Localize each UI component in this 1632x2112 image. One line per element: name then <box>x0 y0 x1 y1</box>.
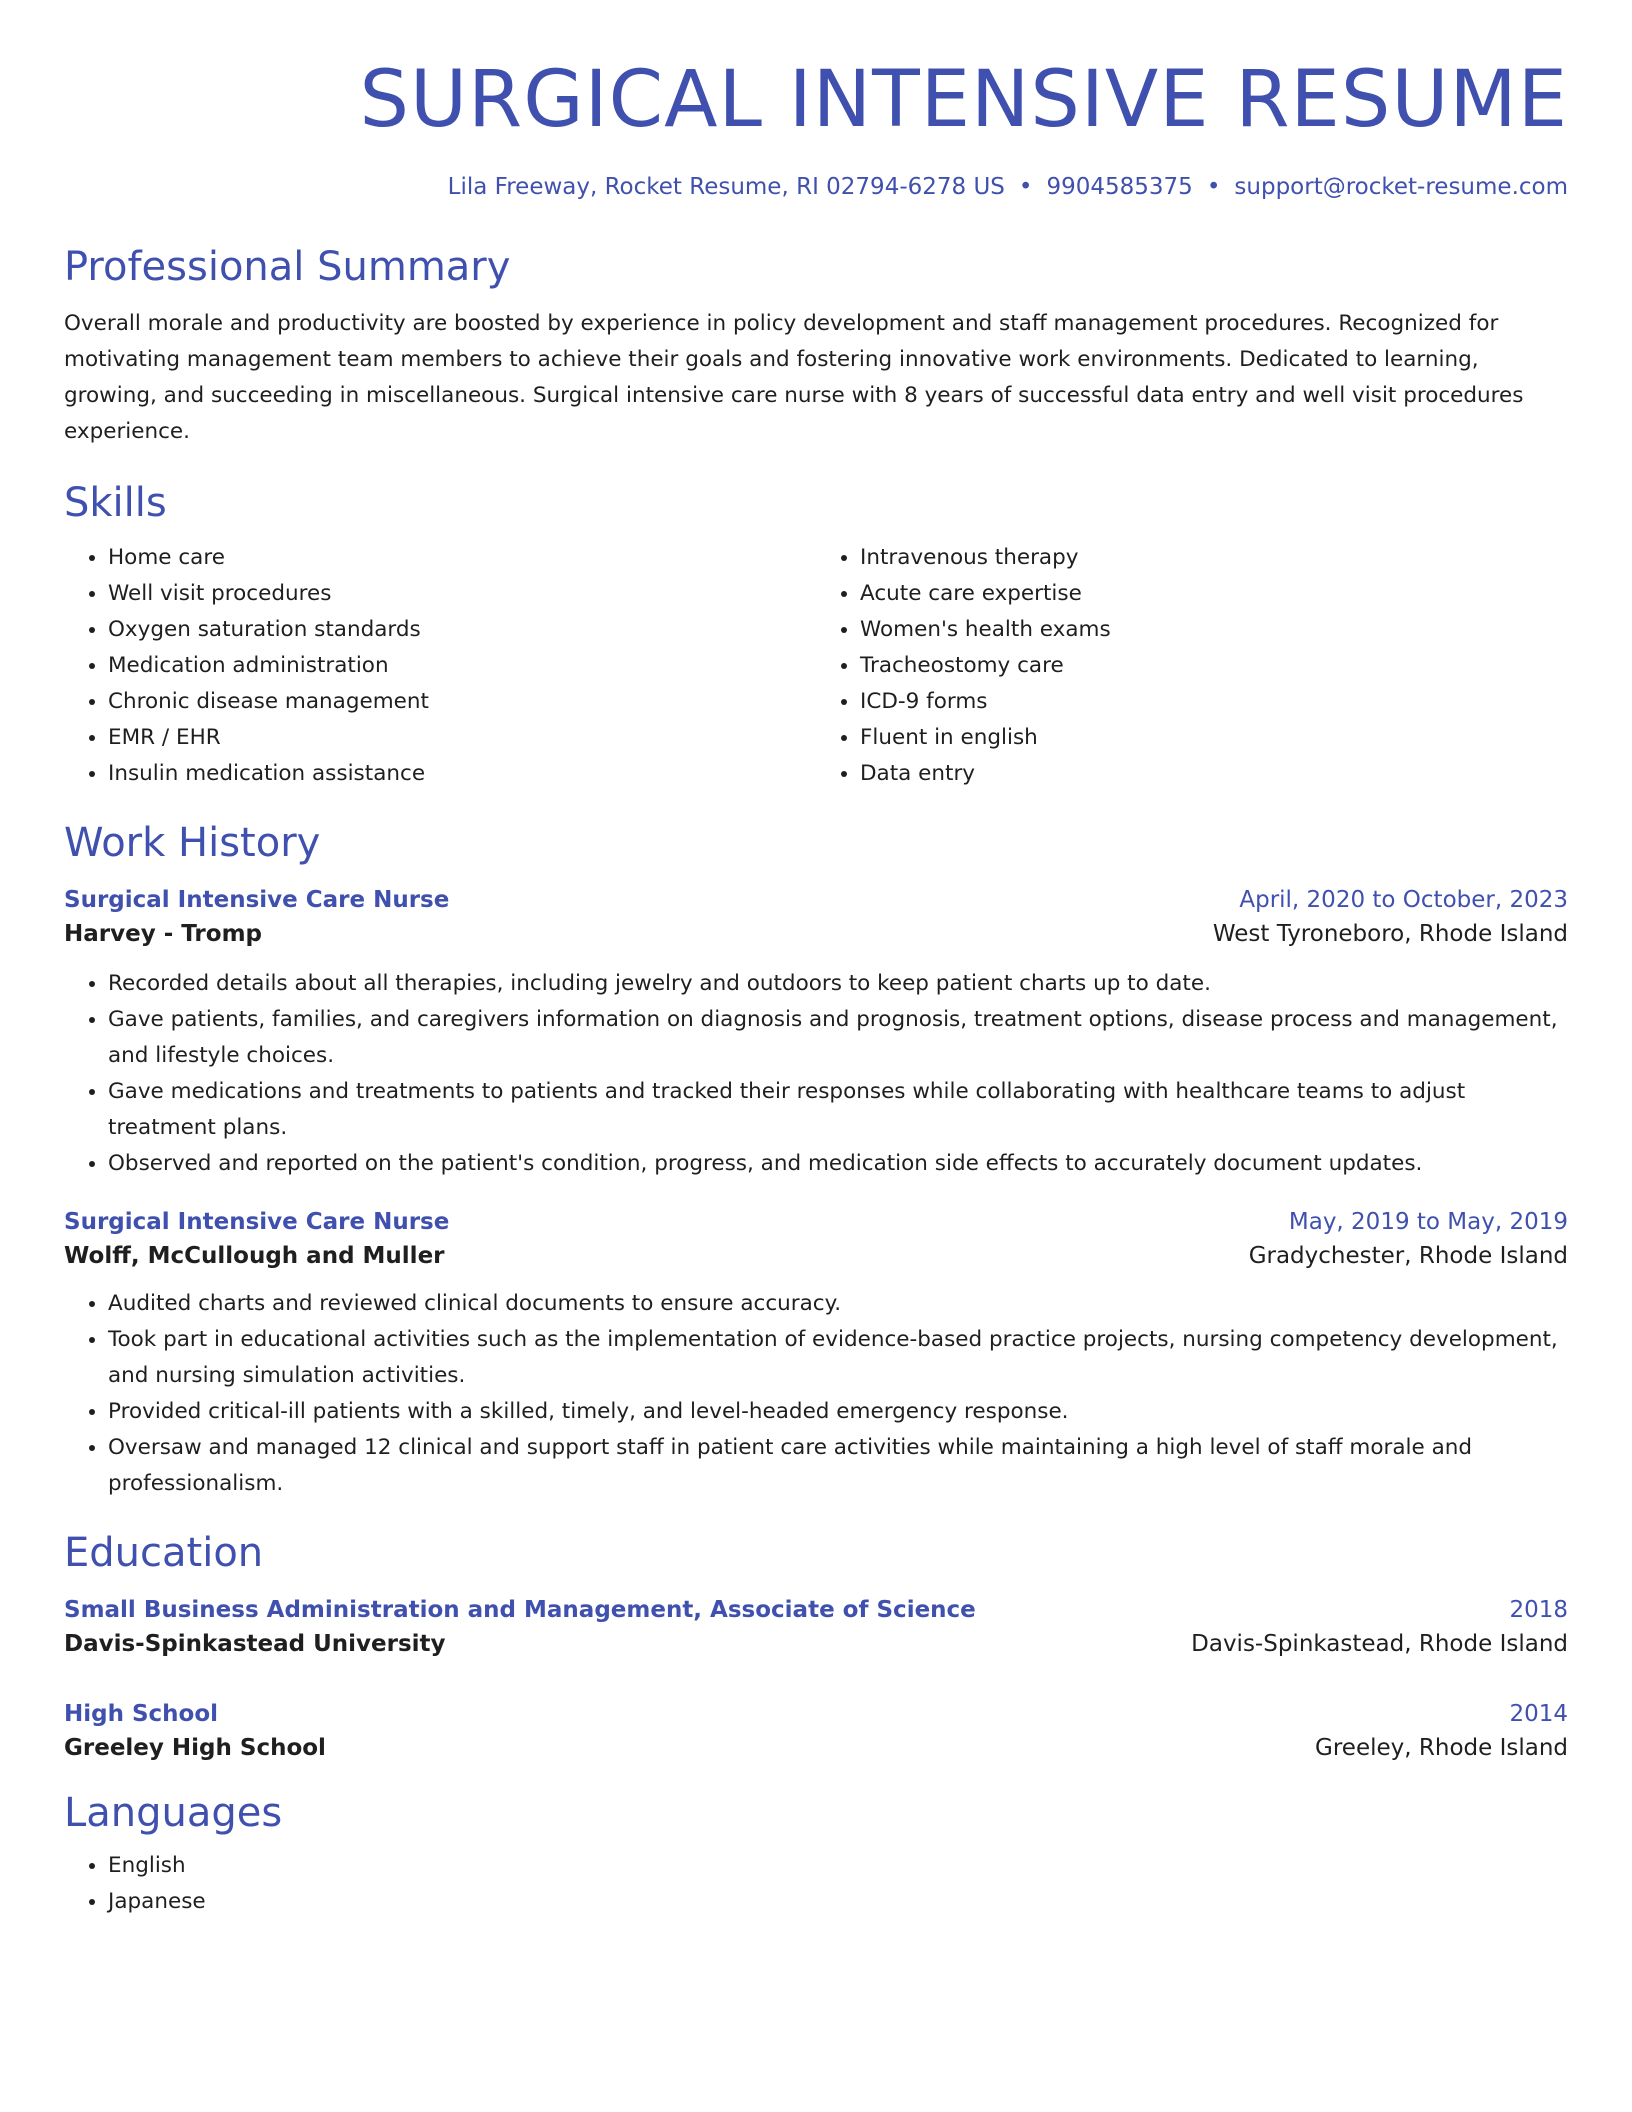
job-location: West Tyroneboro, Rhode Island <box>1212 921 1568 947</box>
skill-item: • Data entry <box>860 756 1568 792</box>
skills-list-left <box>64 540 816 792</box>
languages-list <box>64 1848 1568 1920</box>
education-school: Greeley High School <box>64 1735 326 1761</box>
contact-email[interactable]: support@rocket-resume.com <box>1234 174 1568 200</box>
job-duty: • Audited charts and reviewed clinical documents to ensure accuracy. <box>108 1286 1568 1322</box>
job-title-row <box>64 1206 1568 1238</box>
skill-item: • Women's health exams <box>860 612 1568 648</box>
languages-heading: Languages <box>64 1790 283 1836</box>
job-duty: • Took part in educational activities such as the implementation of evidence-based practice projects, nursing competency development, and nursing simulation activities. <box>108 1322 1568 1394</box>
job-duty: • Oversaw and managed 12 clinical and support staff in patient care activities while maintaining a high level of staff morale and professionalism. <box>108 1430 1568 1502</box>
job-duty: • Gave patients, families, and caregivers information on diagnosis and prognosis, treatment options, disease process and management, and lifestyle choices. <box>108 1002 1568 1074</box>
job-entry <box>64 1206 1568 1502</box>
skill-item: • ICD-9 forms <box>860 684 1568 720</box>
contact-separator: • <box>1018 174 1033 200</box>
job-duty: • Provided critical-ill patients with a skilled, timely, and level-headed emergency response. <box>108 1394 1568 1430</box>
education-degree: Small Business Administration and Management, Associate of Science <box>64 1597 976 1623</box>
education-degree-row <box>64 1594 1568 1626</box>
skill-item: • Insulin medication assistance <box>108 756 816 792</box>
job-company: Wolff, McCullough and Muller <box>64 1243 445 1269</box>
skill-item: • Fluent in english <box>860 720 1568 756</box>
skills-heading: Skills <box>64 480 167 526</box>
skill-item: • Medication administration <box>108 648 816 684</box>
skill-item: • EMR / EHR <box>108 720 816 756</box>
skill-item: • Well visit procedures <box>108 576 816 612</box>
job-dates: April, 2020 to October, 2023 <box>1239 887 1568 913</box>
skill-item: • Acute care expertise <box>860 576 1568 612</box>
job-company-row <box>64 1238 1568 1274</box>
work-history-heading: Work History <box>64 820 321 866</box>
contact-line <box>64 172 1568 202</box>
job-entry <box>64 884 1568 1182</box>
summary-text: Overall morale and productivity are boosted by experience in policy development and staff management procedures. Recognized for motivating management team members to achieve their goals and fostering innovative work environments. Dedicated to learning, growing, and succeeding in miscellaneous. Surgical intensive care nurse with 8 years of successful data entry and well visit procedures experience. <box>64 311 1524 444</box>
summary-section <box>64 242 1568 450</box>
education-entry <box>64 1594 1568 1662</box>
contact-phone: 9904585375 <box>1046 174 1193 200</box>
languages-section <box>64 1788 1568 1920</box>
skill-item: • Oxygen saturation standards <box>108 612 816 648</box>
education-degree-row <box>64 1698 1568 1730</box>
skills-columns <box>64 540 1568 792</box>
skill-item: • Chronic disease management <box>108 684 816 720</box>
education-location: Davis-Spinkastead, Rhode Island <box>1191 1631 1568 1657</box>
education-school: Davis-Spinkastead University <box>64 1631 446 1657</box>
job-company: Harvey - Tromp <box>64 921 262 947</box>
job-duty: • Observed and reported on the patient's condition, progress, and medication side effects to accurately document updates. <box>108 1146 1568 1182</box>
education-school-row <box>64 1626 1568 1662</box>
job-company-row <box>64 916 1568 952</box>
job-dates: May, 2019 to May, 2019 <box>1288 1209 1568 1235</box>
contact-separator: • <box>1206 174 1221 200</box>
job-duty: • Recorded details about all therapies, including jewelry and outdoors to keep patient charts up to date. <box>108 966 1568 1002</box>
job-duty: • Gave medications and treatments to patients and tracked their responses while collaborating with healthcare teams to adjust treatment plans. <box>108 1074 1568 1146</box>
education-year: 2014 <box>1509 1701 1568 1727</box>
education-school-row <box>64 1730 1568 1766</box>
job-title-row <box>64 884 1568 916</box>
job-duties-list <box>64 1286 1568 1502</box>
job-role: Surgical Intensive Care Nurse <box>64 1209 450 1235</box>
skill-item: • Home care <box>108 540 816 576</box>
language-item: • Japanese <box>108 1884 1568 1920</box>
education-degree: High School <box>64 1701 219 1727</box>
contact-address: Lila Freeway, Rocket Resume, RI 02794-6278 US <box>447 174 1005 200</box>
skills-section <box>64 478 1568 792</box>
education-location: Greeley, Rhode Island <box>1315 1735 1568 1761</box>
skill-item: • Intravenous therapy <box>860 540 1568 576</box>
education-heading: Education <box>64 1530 264 1576</box>
work-history-section <box>64 818 1568 1502</box>
skills-list-right <box>816 540 1568 792</box>
education-section <box>64 1528 1568 1766</box>
skill-item: • Tracheostomy care <box>860 648 1568 684</box>
resume-title: SURGICAL INTENSIVE RESUME <box>359 55 1568 145</box>
resume-header <box>64 52 1568 202</box>
summary-heading: Professional Summary <box>64 244 511 290</box>
education-entry <box>64 1698 1568 1766</box>
job-location: Gradychester, Rhode Island <box>1248 1243 1568 1269</box>
job-duties-list <box>64 966 1568 1182</box>
job-role: Surgical Intensive Care Nurse <box>64 887 450 913</box>
education-year: 2018 <box>1509 1597 1568 1623</box>
language-item: • English <box>108 1848 1568 1884</box>
